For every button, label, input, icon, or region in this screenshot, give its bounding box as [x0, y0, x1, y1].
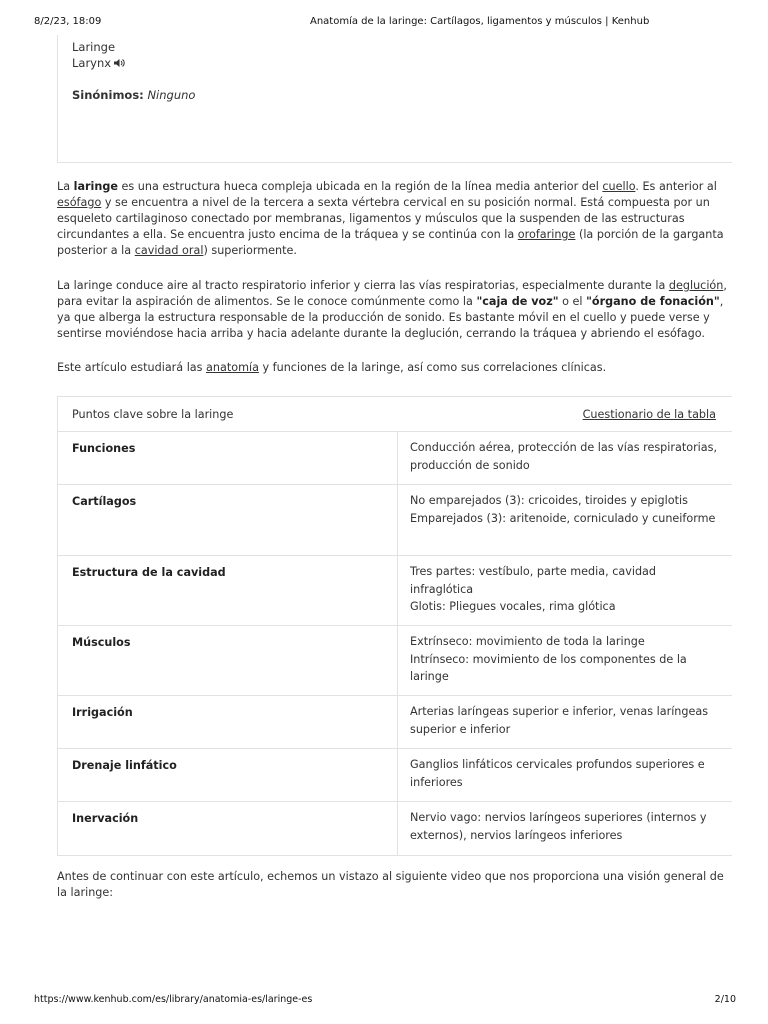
- print-footer: [34, 994, 736, 1005]
- speaker-icon[interactable]: [114, 58, 126, 68]
- link-esofago[interactable]: esófago: [57, 196, 102, 209]
- synonyms-label: Sinónimos:: [72, 88, 144, 102]
- key-table-title: Puntos clave sobre la laringe: [72, 407, 234, 421]
- term-es: Laringe: [72, 40, 116, 54]
- row-value: Extrínseco: movimiento de toda la laringe Intrínseco: movimiento de los componentes de la laringe: [410, 635, 687, 683]
- row-key: Funciones: [58, 432, 398, 484]
- table-row: [58, 696, 732, 749]
- row-key: Inervación: [58, 802, 398, 855]
- table-row: [58, 485, 732, 556]
- page-number: 2/10: [714, 994, 736, 1005]
- print-date: 8/2/23, 18:09: [34, 16, 102, 27]
- link-cuello[interactable]: cuello: [602, 180, 636, 193]
- row-value: Arterias laríngeas superior e inferior, venas laríngeas superior e inferior: [410, 705, 709, 736]
- intro-paragraph-1: La laringe es una estructura hueca compleja ubicada en la región de la línea media anterior del cuello. Es anterior al esófago y se encuentra a nivel de la tercera a sexta vértebra cervical en su posición normal. Está compuesta por un esqueleto cartilaginoso conectado por membranas, ligamentos y músculos que la suspenden de las estructuras circundantes a ella. Se encuentra justo encima de la tráquea y se continúa con la orofaringe (la porción de la garganta posterior a la cavidad oral) superiormente.: [57, 180, 724, 257]
- row-key: Cartílagos: [58, 485, 398, 555]
- table-row: [58, 626, 732, 696]
- synonyms-value: Ninguno: [147, 88, 196, 102]
- print-header: [34, 16, 740, 27]
- row-value: No emparejados (3): cricoides, tiroides y epiglotis Emparejados (3): aritenoide, corniculado y cuneiforme: [410, 494, 716, 525]
- term-names: [72, 39, 126, 71]
- bold-caja-de-voz: "caja de voz": [476, 295, 559, 308]
- page-url: https://www.kenhub.com/es/library/anatomia-es/laringe-es: [34, 994, 313, 1005]
- table-row: [58, 432, 732, 485]
- term-en-line: [72, 55, 126, 71]
- term-box: [57, 35, 732, 163]
- key-points-table: [57, 396, 732, 856]
- row-value: Tres partes: vestíbulo, parte media, cavidad infraglótica Glotis: Pliegues vocales, rima glótica: [410, 565, 657, 613]
- bold-term: laringe: [73, 180, 118, 193]
- row-key: Drenaje linfático: [58, 749, 398, 801]
- row-value: Ganglios linfáticos cervicales profundos superiores e inferiores: [410, 758, 705, 789]
- link-orofaringe[interactable]: orofaringe: [517, 228, 576, 241]
- row-value: Conducción aérea, protección de las vías respiratorias, producción de sonido: [410, 441, 718, 472]
- synonyms: [72, 88, 195, 102]
- intro-paragraph-3: Este artículo estudiará las anatomía y funciones de la laringe, así como sus correlaciones clínicas.: [57, 361, 607, 374]
- row-key: Músculos: [58, 626, 398, 695]
- link-cavidad-oral[interactable]: cavidad oral: [134, 244, 204, 257]
- link-deglucion[interactable]: deglución: [668, 279, 724, 292]
- link-anatomia[interactable]: anatomía: [206, 361, 259, 374]
- term-en: Larynx: [72, 56, 112, 70]
- table-quiz-link[interactable]: Cuestionario de la tabla: [582, 407, 716, 421]
- table-row: [58, 749, 732, 802]
- row-value: Nervio vago: nervios laríngeos superiores (internos y externos), nervios laríngeos inferiores: [410, 811, 707, 842]
- row-key: Irrigación: [58, 696, 398, 748]
- row-key: Estructura de la cavidad: [58, 556, 398, 625]
- print-page-title: Anatomía de la laringe: Cartílagos, ligamentos y músculos | Kenhub: [310, 16, 650, 27]
- table-row: [58, 802, 732, 855]
- bold-organo-fonacion: "órgano de fonación": [586, 295, 720, 308]
- intro-paragraph-2: La laringe conduce aire al tracto respiratorio inferior y cierra las vías respiratorias, especialmente durante la deglución, para evitar la aspiración de alimentos. Se le conoce comúnmente como la "caja de voz" o el "órgano de fonación", ya que alberga la estructura responsable de la producción de sonido. Es bastante móvil en el cuello y puede verse y sentirse moviéndose hacia arriba y hacia adelante durante la deglución, cerrando la tráquea y abriendo el esófago.: [57, 279, 727, 340]
- key-table-header: [58, 397, 732, 432]
- outro-paragraph: Antes de continuar con este artículo, echemos un vistazo al siguiente video que nos proporciona una visión general de la laringe:: [57, 870, 724, 899]
- table-row: [58, 556, 732, 626]
